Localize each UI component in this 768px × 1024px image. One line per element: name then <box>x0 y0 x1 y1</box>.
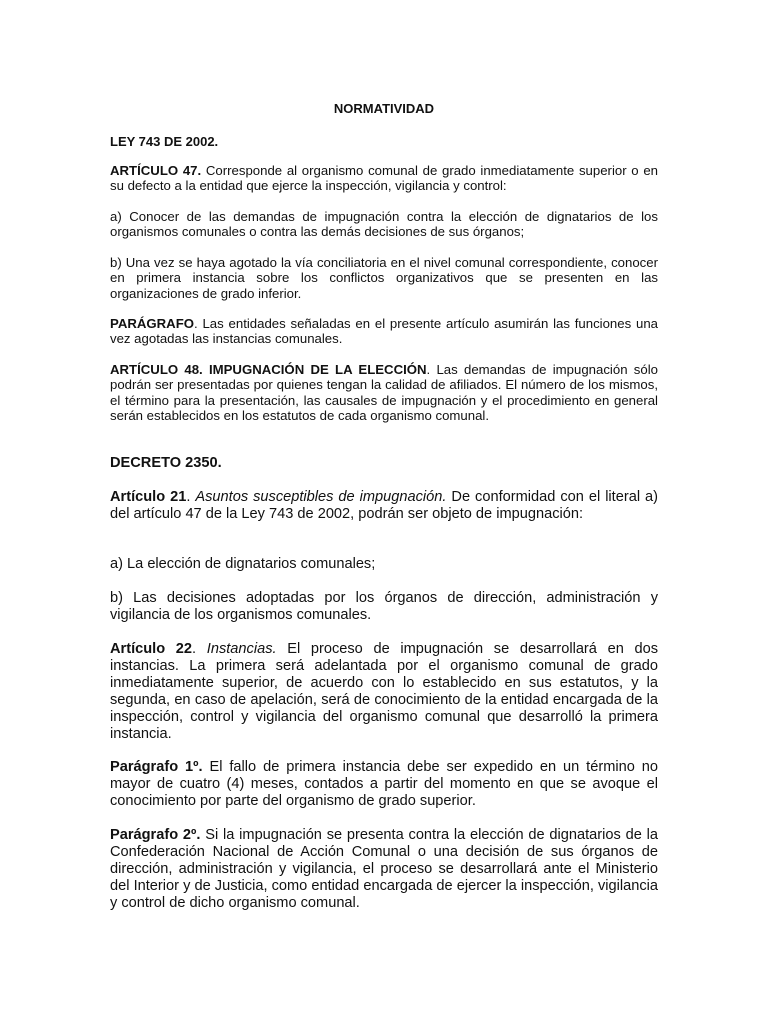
article-47-label: ARTÍCULO 47. <box>110 163 202 178</box>
article-22-sep: . <box>192 641 207 657</box>
ley-article-48 <box>110 362 658 424</box>
ley-item-b: b) Una vez se haya agotado la vía conciliatoria en el nivel comunal correspondiente, conocer en primera instancia sobre los conflictos organizativos que se presenten en las organizaciones de grado inferior. <box>110 255 658 301</box>
decreto-paragrafo-1 <box>110 759 658 810</box>
paragrafo-1-label: Parágrafo 1º. <box>110 759 203 775</box>
paragrafo-2-text: Si la impugnación se presenta contra la elección de dignatarios de la Confederación Nacional de Acción Comunal o una decisión de sus órganos de dirección, administración y vigilancia, el proceso se desarrollará ante el Ministerio del Interior y de Justicia, como entidad encargada de ejercer la inspección, vigilancia y control de dicho organismo comunal. <box>110 827 658 911</box>
article-21-sep: . <box>186 489 196 505</box>
ley-item-a: a) Conocer de las demandas de impugnación contra la elección de dignatarios de los organismos comunales o contra las demás decisiones de sus órganos; <box>110 209 658 240</box>
decreto-item-a: a) La elección de dignatarios comunales; <box>110 556 376 572</box>
paragrafo-text: . Las entidades señaladas en el presente artículo asumirán las funciones una vez agotadas las instancias comunales. <box>110 316 658 347</box>
paragrafo-1-text: El fallo de primera instancia debe ser expedido en un término no mayor de cuatro (4) meses, contados a partir del momento en que se avoque el conocimiento por parte del organismo de grado superior. <box>110 759 658 809</box>
document-title: NORMATIVIDAD <box>333 101 435 116</box>
decreto-paragrafo-2 <box>110 827 658 912</box>
decreto-heading: DECRETO 2350. <box>110 455 222 471</box>
article-47-text: Corresponde al organismo comunal de grado inmediatamente superior o en su defecto a la entidad que ejerce la inspección, vigilancia y control: <box>110 163 659 194</box>
paragrafo-label: PARÁGRAFO <box>110 316 195 331</box>
article-21-label: Artículo 21 <box>110 489 187 505</box>
ley-heading: LEY 743 DE 2002. <box>110 134 219 149</box>
paragrafo-2-label: Parágrafo 2º. <box>110 827 201 843</box>
article-22-text: El proceso de impugnación se desarrollará en dos instancias. La primera será adelantada por el organismo comunal de grado inmediatamente superior, de acuerdo con lo establecido en sus estatutos, y la segunda, en caso de apelación, será de conocimiento de la entidad encargada de la inspección, control y vigilancia del organismo comunal que desarrolló la primera instancia. <box>110 641 659 742</box>
article-22-subtitle: Instancias. <box>206 641 277 657</box>
decreto-article-21 <box>110 489 658 523</box>
ley-article-47 <box>110 163 658 194</box>
article-21-subtitle: Asuntos susceptibles de impugnación. <box>195 489 447 505</box>
article-21-text: De conformidad con el literal a) del artículo 47 de la Ley 743 de 2002, podrán ser objeto de impugnación: <box>110 489 659 522</box>
ley-paragrafo <box>110 316 658 347</box>
article-48-text: . Las demandas de impugnación sólo podrán ser presentadas por quienes tengan la calidad de afiliados. El número de los mismos, el término para la presentación, las causales de impugnación y el procedimiento en general serán establecidos en los estatutos de cada organismo comunal. <box>110 362 658 424</box>
decreto-item-b: b) Las decisiones adoptadas por los órganos de dirección, administración y vigilancia de los organismos comunales. <box>110 590 658 623</box>
decreto-article-22 <box>110 641 658 742</box>
article-22-label: Artículo 22 <box>110 641 193 657</box>
article-48-label: ARTÍCULO 48. IMPUGNACIÓN DE LA ELECCIÓN <box>110 362 427 377</box>
